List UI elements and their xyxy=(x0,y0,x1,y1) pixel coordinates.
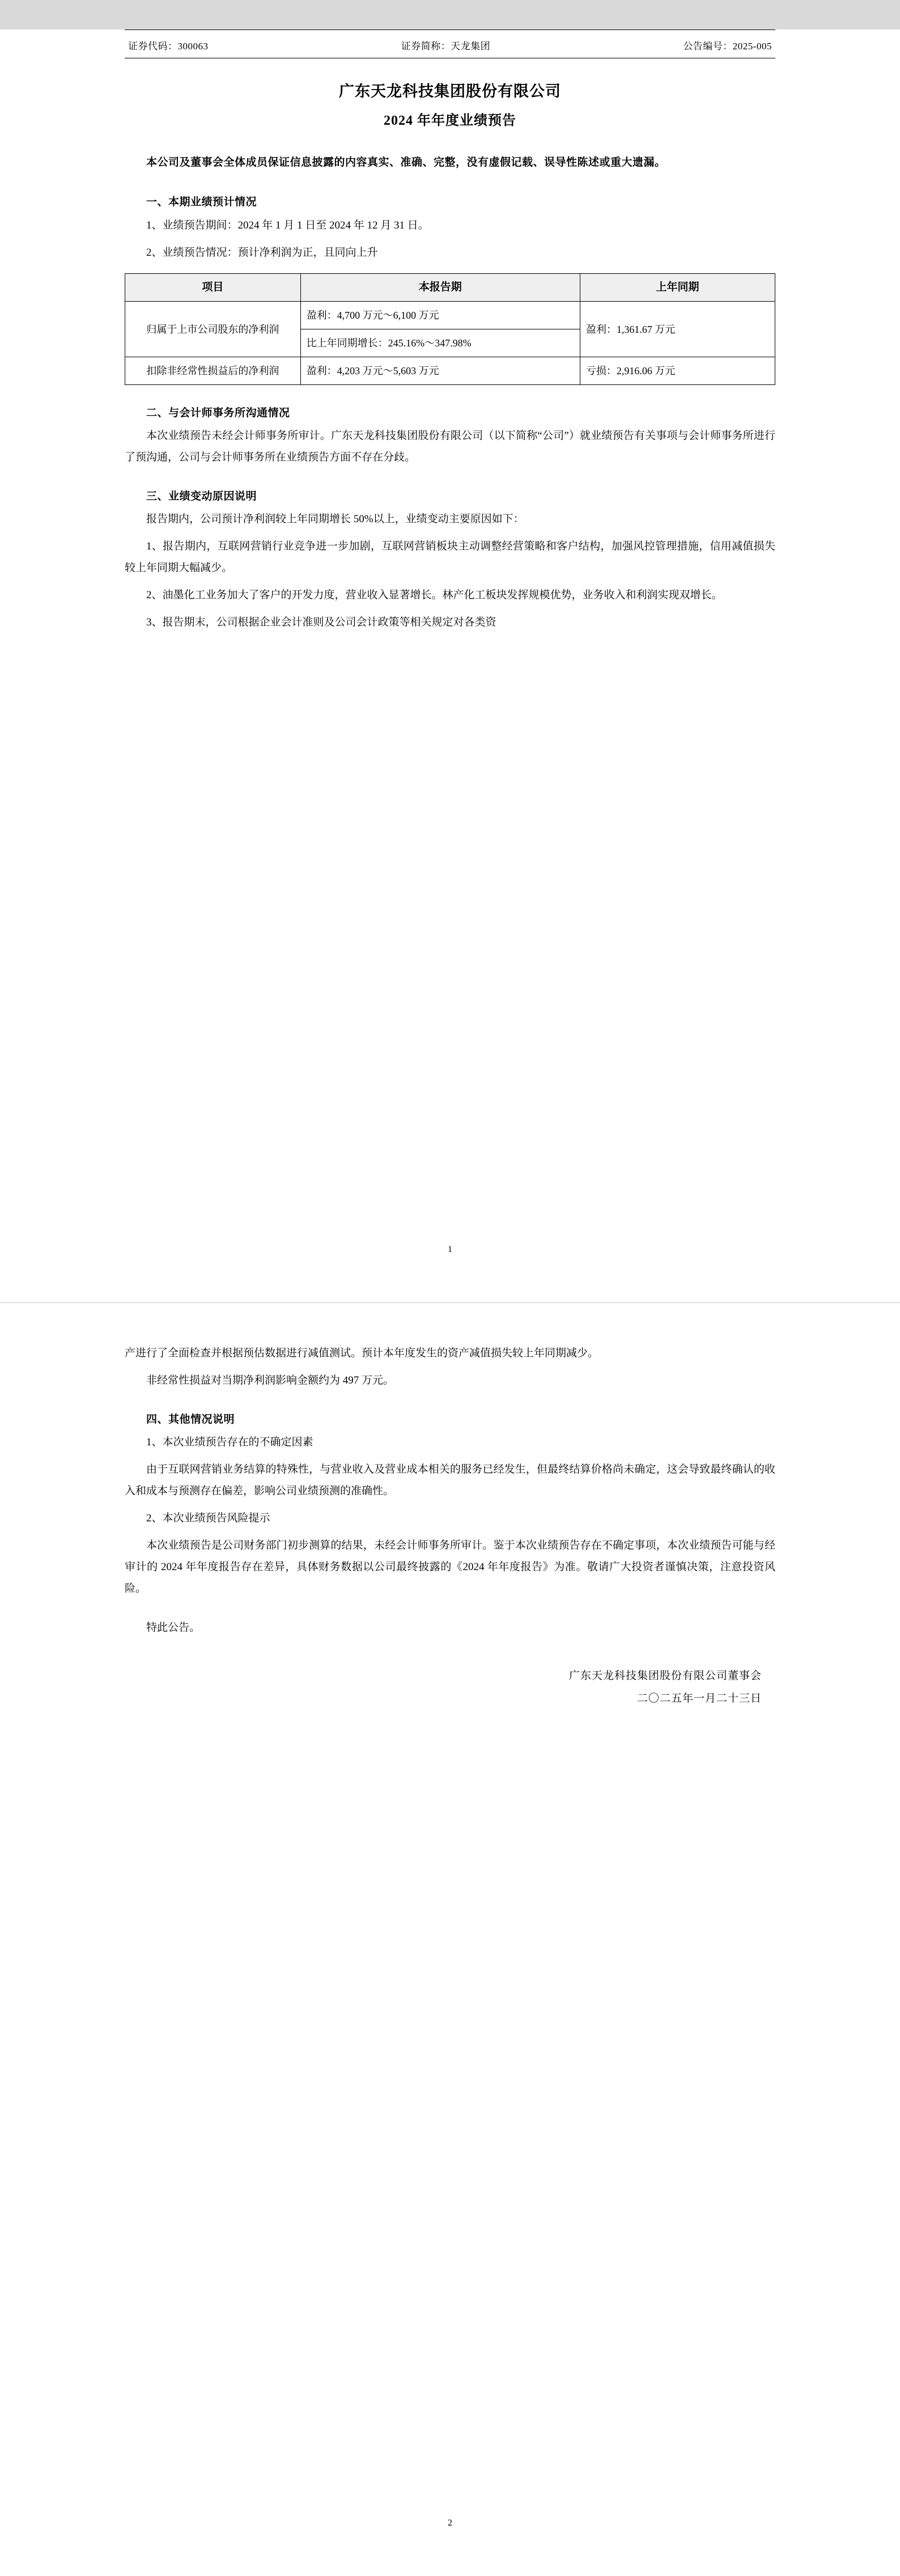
section-3-item-4: 非经常性损益对当期净利润影响金额约为 497 万元。 xyxy=(146,1374,394,1386)
page-number-2: 2 xyxy=(448,2518,452,2528)
section-2-heading: 二、与会计师事务所沟通情况 xyxy=(146,407,290,419)
table-header-current: 本报告期 xyxy=(300,274,580,302)
section-3-heading: 三、业绩变动原因说明 xyxy=(146,490,257,502)
section-1-heading: 一、本期业绩预计情况 xyxy=(146,196,257,208)
section-3-intro: 报告期内，公司预计净利润较上年同期增长 50%以上，业绩变动主要原因如下： xyxy=(146,513,524,525)
signature-date: 二〇二五年一月二十三日 xyxy=(636,1693,762,1704)
announcement-number: 公告编号：2025-005 xyxy=(683,41,772,52)
signature-company: 广东天龙科技集团股份有限公司董事会 xyxy=(568,1670,762,1682)
security-code: 证券代码：300063 xyxy=(128,41,209,52)
table-row xyxy=(125,357,775,385)
section-4-item-2: 2、本次业绩预告风险提示 xyxy=(146,1512,270,1524)
row-2-item: 扣除非经常性损益后的净利润 xyxy=(125,357,301,385)
row-2-previous: 亏损：2,916.06 万元 xyxy=(580,357,775,385)
page-2-top-spacer xyxy=(125,1303,775,1337)
section-1-item-2: 2、业绩预告情况：预计净利润为正，且同向上升 xyxy=(146,247,378,259)
section-1-item-1: 1、业绩预告期间：2024 年 1 月 1 日至 2024 年 12 月 31 日。 xyxy=(146,219,429,231)
row-1-current-profit: 盈利：4,700 万元～6,100 万元 xyxy=(300,302,580,329)
row-2-current-profit: 盈利：4,203 万元～5,603 万元 xyxy=(300,357,580,385)
section-4-heading: 四、其他情况说明 xyxy=(146,1414,235,1426)
signature-block xyxy=(125,1665,775,1710)
section-3-item-3-continued: 产进行了全面检查并根据预估数据进行减值测试。预计本年度发生的资产减值损失较上年同期减少。 xyxy=(125,1347,599,1359)
security-abbreviation: 证券简称：天龙集团 xyxy=(401,41,491,52)
table-row xyxy=(125,302,775,329)
section-4-item-1-paragraph: 由于互联网营销业务结算的特殊性，与营业收入及营业成本相关的服务已经发生，但最终结算价格尚未确定，这会导致最终确认的收入和成本与预测存在偏差，影响公司业绩预测的准确性。 xyxy=(125,1463,775,1497)
document-page-2 xyxy=(0,1303,900,2576)
page-subtitle: 2024 年年度业绩预告 xyxy=(384,113,516,128)
section-4-item-2-paragraph: 本次业绩预告是公司财务部门初步测算的结果，未经会计师事务所审计。鉴于本次业绩预告存在不确定事项，本次业绩预告可能与经审计的 2024 年年度报告存在差异，具体财务数据以公司最终披露的《2024 年年度报告》为准。敬请广大投资者谨慎决策，注意投资风险。 xyxy=(125,1539,775,1594)
section-3-item-2: 2、油墨化工业务加大了客户的开发力度，营业收入显著增长。林产化工板块发挥规模优势，业务收入和利润实现双增长。 xyxy=(146,589,723,601)
disclosure-statement: 本公司及董事会全体成员保证信息披露的内容真实、准确、完整，没有虚假记载、误导性陈述或重大遗漏。 xyxy=(146,156,666,168)
closing-notice: 特此公告。 xyxy=(146,1622,201,1634)
row-1-previous: 盈利：1,361.67 万元 xyxy=(580,302,775,357)
section-3-item-3: 3、报告期末，公司根据企业会计准则及公司会计政策等相关规定对各类资 xyxy=(146,616,496,628)
forecast-table xyxy=(125,273,775,385)
table-header-item: 项目 xyxy=(125,274,301,302)
page-title: 广东天龙科技集团股份有限公司 xyxy=(339,83,561,100)
row-1-current-growth: 比上年同期增长：245.16%～347.98% xyxy=(300,329,580,357)
document-header xyxy=(125,30,775,58)
page-number-1: 1 xyxy=(448,1245,452,1254)
section-3-item-1: 1、报告期内，互联网营销行业竞争进一步加剧，互联网营销板块主动调整经营策略和客户结构，加强风控管理措施，信用减值损失较上年同期大幅减少。 xyxy=(125,540,775,574)
table-header-row xyxy=(125,274,775,302)
row-1-item: 归属于上市公司股东的净利润 xyxy=(125,302,301,357)
section-4-item-1: 1、本次业绩预告存在的不确定因素 xyxy=(146,1436,313,1448)
table-header-previous: 上年同期 xyxy=(580,274,775,302)
document-container xyxy=(0,29,900,2576)
document-page-1 xyxy=(0,29,900,1302)
section-2-paragraph: 本次业绩预告未经会计师事务所审计。广东天龙科技集团股份有限公司（以下简称“公司”）就业绩预告有关事项与会计师事务所进行了预沟通，公司与会计师事务所在业绩预告方面不存在分歧。 xyxy=(125,430,775,463)
